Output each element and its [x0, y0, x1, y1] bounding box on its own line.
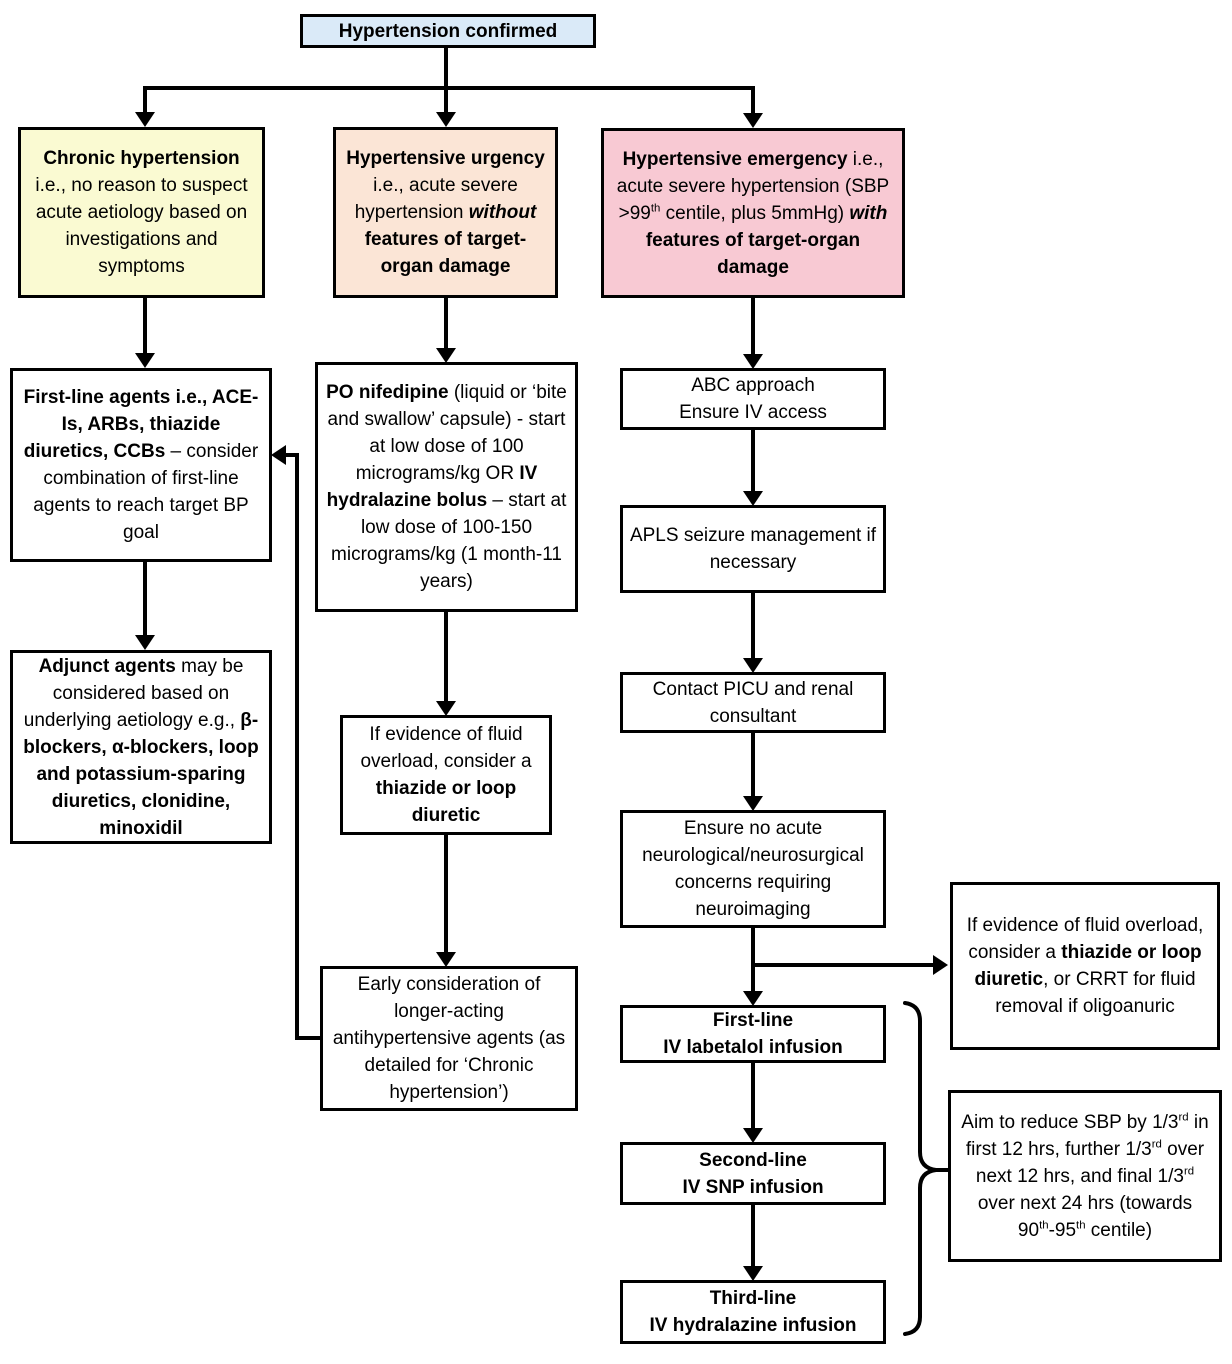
- connector-abc-to-apls: [751, 430, 755, 492]
- arrow-down-icon: [743, 113, 763, 128]
- node-chronic-hypertension: Chronic hypertension i.e., no reason to suspect acute aetiology based on investigations and symptoms: [18, 127, 265, 298]
- arrow-down-icon: [436, 112, 456, 127]
- arrow-down-icon: [743, 991, 763, 1006]
- node-adjunct-agents: Adjunct agents may be considered based on underlying aetiology e.g., β-blockers, α-blockers, loop and potassium-sparing diuretics, clonidine, minoxidil: [10, 650, 272, 844]
- connector-picu-to-neuro: [751, 733, 755, 797]
- connector-snp-to-hydralazine: [751, 1205, 755, 1267]
- arrow-down-icon: [743, 658, 763, 673]
- node-fluid-overload-crrt: If evidence of fluid overload, consider a thiazide or loop diuretic, or CRRT for fluid removal if oligoanuric: [950, 882, 1220, 1050]
- node-abc-approach: ABC approach Ensure IV access: [620, 368, 886, 430]
- connector-feedback-top: [284, 453, 299, 457]
- node-second-line-iv-snp: Second-line IV SNP infusion: [620, 1142, 886, 1205]
- arrow-down-icon: [436, 952, 456, 967]
- node-early-longer-acting-agents: Early consideration of longer-acting antihypertensive agents (as detailed for ‘Chronic hypertension’): [320, 966, 578, 1111]
- connector-brace-to-aim: [934, 1168, 950, 1172]
- connector-fluid-to-early: [444, 835, 448, 953]
- connector-branch-horizontal: [143, 86, 755, 90]
- arrow-down-icon: [436, 701, 456, 716]
- node-third-line-iv-hydralazine: Third-line IV hydralazine infusion: [620, 1280, 886, 1344]
- node-hypertensive-urgency: Hypertensive urgency i.e., acute severe hypertension without features of target-organ damage: [333, 127, 558, 298]
- node-first-line-iv-labetalol: First-line IV labetalol infusion: [620, 1005, 886, 1063]
- arrow-right-icon: [933, 955, 948, 975]
- connector-apls-to-picu: [751, 593, 755, 659]
- connector-root-stem: [444, 47, 448, 88]
- connector-to-urgency: [444, 86, 448, 113]
- arrow-down-icon: [743, 354, 763, 369]
- connector-early-exit: [297, 1036, 320, 1040]
- node-ensure-no-neuro-concerns: Ensure no acute neurological/neurosurgical concerns requiring neuroimaging: [620, 810, 886, 928]
- node-hypertension-confirmed: Hypertension confirmed: [300, 14, 596, 48]
- connector-emergency-to-abc: [751, 298, 755, 355]
- arrow-down-icon: [743, 1266, 763, 1281]
- node-fluid-overload-diuretic: If evidence of fluid overload, consider a thiazide or loop diuretic: [340, 715, 552, 835]
- connector-to-emergency: [751, 86, 755, 114]
- connector-nifedipine-to-fluid: [444, 612, 448, 702]
- arrow-left-icon: [271, 445, 286, 465]
- node-first-line-agents: First-line agents i.e., ACE-Is, ARBs, thiazide diuretics, CCBs – consider combination of first-line agents to reach target BP goal: [10, 368, 272, 562]
- arrow-down-icon: [135, 112, 155, 127]
- node-aim-reduce-sbp: Aim to reduce SBP by 1/3rd in first 12 hrs, further 1/3rd over next 12 hrs, and final 1/3rd over next 24 hrs (towards 90th-95th centile): [948, 1090, 1222, 1262]
- connector-urgency-to-nifedipine: [444, 297, 448, 349]
- connector-labetalol-to-snp: [751, 1063, 755, 1129]
- arrow-down-icon: [135, 353, 155, 368]
- arrow-down-icon: [743, 491, 763, 506]
- arrow-down-icon: [743, 1128, 763, 1143]
- arrow-down-icon: [436, 348, 456, 363]
- node-contact-picu-renal: Contact PICU and renal consultant: [620, 672, 886, 733]
- connector-to-chronic: [143, 86, 147, 113]
- node-hypertensive-emergency: Hypertensive emergency i.e., acute severe hypertension (SBP >99th centile, plus 5mmHg) with features of target-organ damage: [601, 128, 905, 298]
- connector-branch-to-crrt: [753, 963, 933, 967]
- node-po-nifedipine-iv-hydralazine: PO nifedipine (liquid or ‘bite and swallow’ capsule) - start at low dose of 100 micrograms/kg OR IV hydralazine bolus – start at low dose of 100-150 micrograms/kg (1 month-11 years): [315, 362, 578, 612]
- connector-feedback-vertical: [295, 453, 299, 1040]
- arrow-down-icon: [743, 796, 763, 811]
- connector-neuro-to-labetalol: [751, 928, 755, 992]
- node-apls-seizure-management: APLS seizure management if necessary: [620, 505, 886, 593]
- connector-chronic-to-firstline: [143, 297, 147, 354]
- arrow-down-icon: [135, 635, 155, 650]
- connector-firstline-to-adjunct: [143, 562, 147, 636]
